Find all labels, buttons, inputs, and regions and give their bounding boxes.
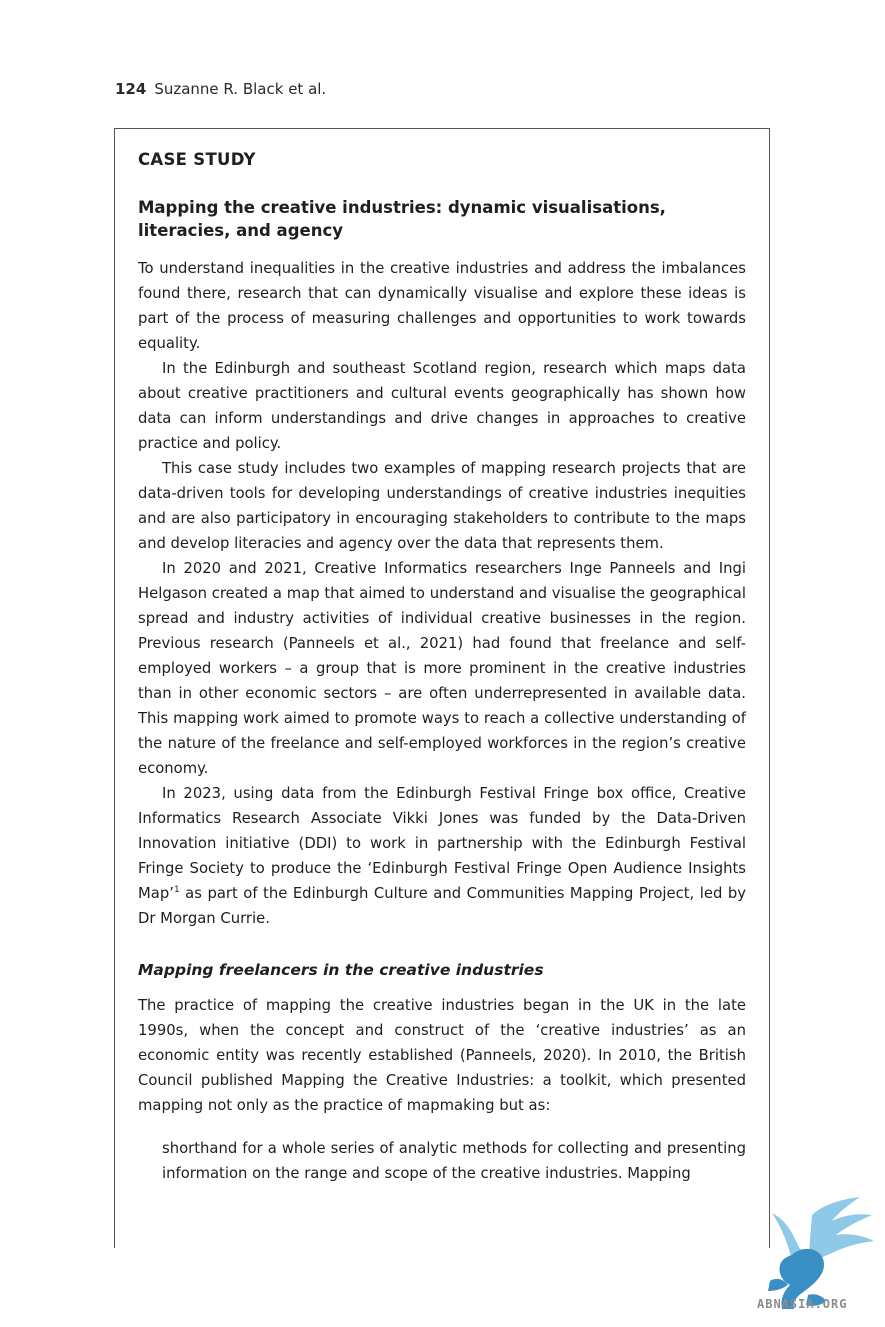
watermark-text: ABNASIA.ORG (757, 1297, 848, 1311)
paragraph-5-text: In 2023, using data from the Edinburgh Festival Fringe box office, Creative Informatics Research Associate Vikki Jones was funded by the Data-Driven Innovation initiative (DDI) to work in partnership with the Edinburgh Festival Fringe Society to produce the ‘Edinburgh Festival Fringe Open Audience Insights Map’ (138, 785, 746, 902)
paragraph-4: In 2020 and 2021, Creative Informatics researchers Inge Panneels and Ingi Helgason created a map that aimed to understand and visualise the geographical spread and industry activities of individual creative businesses in the region. Previous research (Panneels et al., 2021) had found that freelance and self-employed workers – a group that is more prominent in the creative industries than in other economic sectors – are often underrepresented in available data. This mapping work aimed to promote ways to reach a collective understanding of the nature of the freelance and self-employed workforces in the region’s creative economy. (138, 560, 746, 777)
running-head (115, 80, 326, 98)
paragraph-1: To understand inequalities in the creative industries and address the imbalances found there, research that can dynamically visualise and explore these ideas is part of the process of measuring challenges and opportunities to work towards equality. (138, 260, 746, 352)
running-head-authors: Suzanne R. Black et al. (154, 80, 327, 98)
case-study-title: Mapping the creative industries: dynamic visualisations, literacies, and agency (138, 198, 666, 240)
block-quote: shorthand for a whole series of analytic methods for collecting and presenting information on the range and scope of the creative industries. Mapping (162, 1140, 746, 1182)
case-study-label: CASE STUDY (138, 150, 256, 169)
page-number: 124 (115, 80, 147, 98)
paragraph-5 (138, 781, 746, 931)
paragraph-5-text-end: as part of the Edinburgh Culture and Communities Mapping Project, led by Dr Morgan Currie. (138, 885, 746, 927)
paragraph-3: This case study includes two examples of mapping research projects that are data-driven tools for developing understandings of creative industries inequities and are also participatory in encouraging stakeholders to contribute to the maps and develop literacies and agency over the data that represents them. (138, 460, 746, 552)
section-paragraph: The practice of mapping the creative industries began in the UK in the late 1990s, when the concept and construct of the ‘creative industries’ as an economic entity was recently established (Panneels, 2020). In 2010, the British Council published Mapping the Creative Industries: a toolkit, which presented mapping not only as the practice of mapmaking but as: (138, 997, 746, 1114)
paragraph-2: In the Edinburgh and southeast Scotland region, research which maps data about creative practitioners and cultural events geographically has shown how data can inform understandings and drive changes in approaches to creative practice and policy. (138, 360, 746, 452)
case-study-content (138, 140, 746, 1186)
footnote-reference[interactable]: 1 (173, 885, 180, 896)
section-subheading: Mapping freelancers in the creative industries (138, 961, 544, 979)
